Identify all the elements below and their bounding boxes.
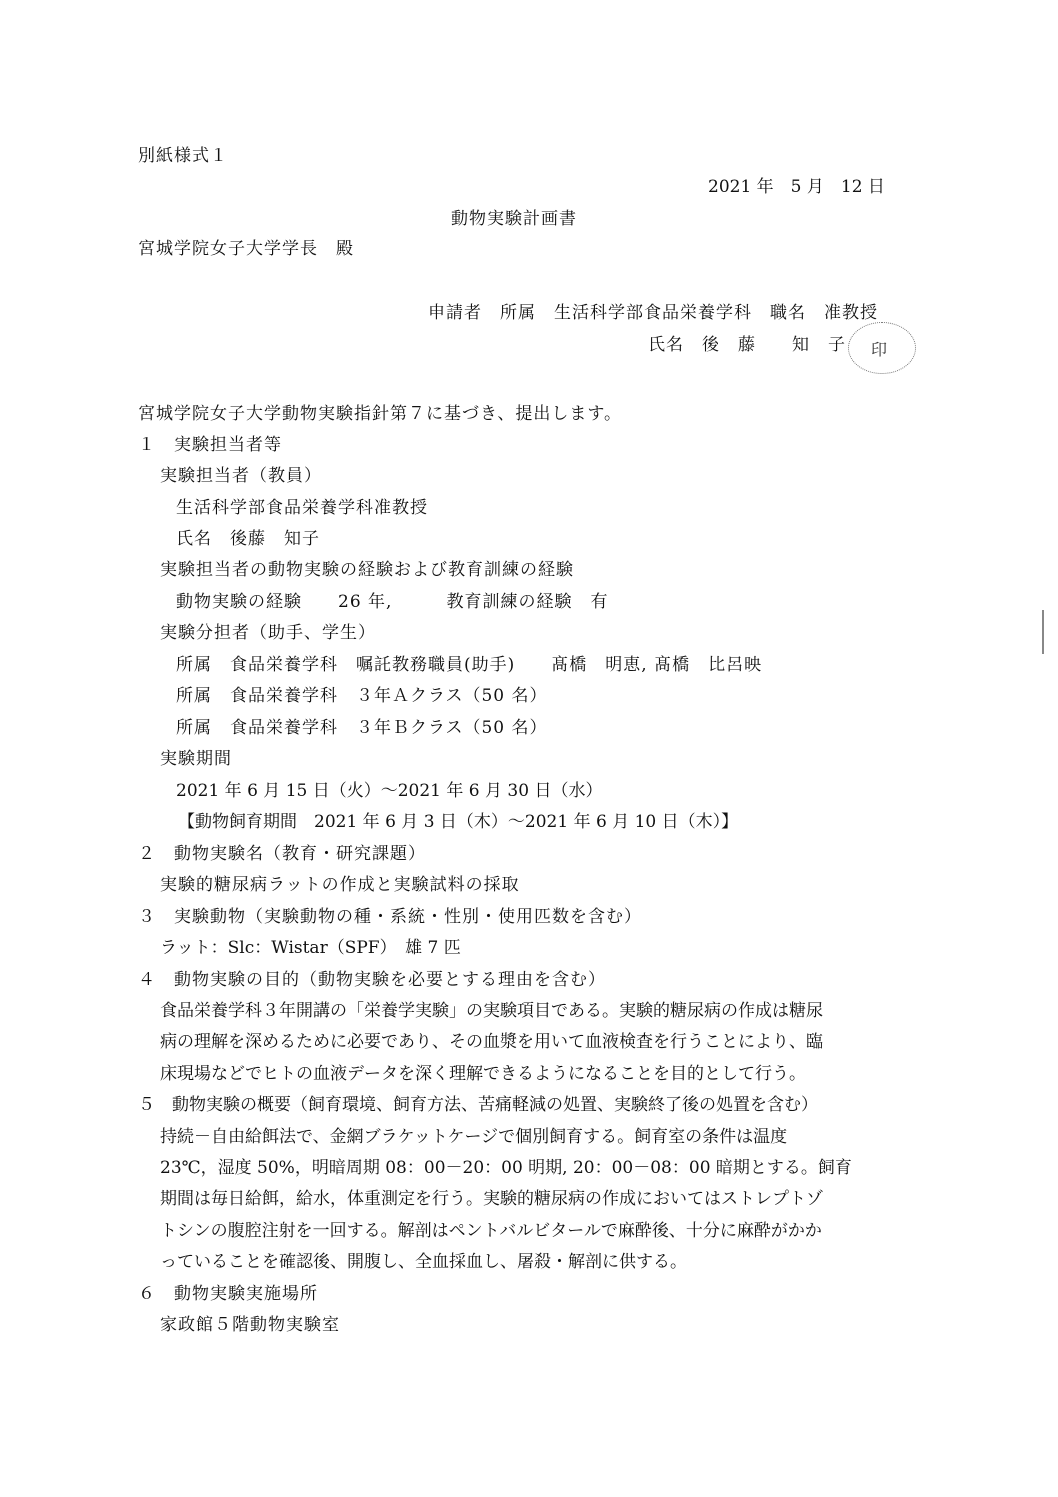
co-researcher-item: 所属 食品栄養学科 ３年Ａクラス（50 名） [176,686,548,706]
co-researcher-item: 所属 食品栄養学科 嘱託教務職員(助手) 髙橋 明恵, 髙橋 比呂映 [176,655,763,675]
co-researcher-item: 所属 食品栄養学科 ３年Ｂクラス（50 名） [176,718,548,738]
section-6-body: 家政館５階動物実験室 [160,1315,340,1335]
section-4-line: 床現場などでヒトの血液データを深く理解できるようになることを目的として行う。 [160,1064,806,1084]
section-5-line: 持続－自由給餌法で、金網ブラケットケージで個別飼育する。飼育室の条件は温度 [160,1127,788,1147]
section-2-heading: ２ 動物実験名（教育・研究課題） [138,844,426,864]
section-5-heading: ５ 動物実験の概要（飼育環境、飼育方法、苦痛軽減の処置、実験終了後の処置を含む） [138,1095,818,1115]
section-3-body: ラット：Slc：Wistar（SPF） 雄 7 匹 [160,938,461,958]
applicant-affiliation: 申請者 所属 生活科学部食品栄養学科 職名 准教授 [428,303,878,323]
experience-value: 動物実験の経験 26 年, 教育訓練の経験 有 [176,592,609,612]
lead-researcher-name: 氏名 後藤 知子 [176,529,320,549]
co-researchers-label: 実験分担者（助手、学生） [160,623,376,643]
intro-statement: 宮城学院女子大学動物実験指針第７に基づき、提出します。 [138,404,622,424]
section-5-line: トシンの腹腔注射を一回する。解剖はペントバルビタールで麻酔後、十分に麻酔がかか [160,1221,822,1241]
section-4-line: 食品栄養学科３年開講の「栄養学実験」の実験項目である。実験的糖尿病の作成は糖尿 [160,1001,823,1021]
section-5-line: 期間は毎日給餌，給水，体重測定を行う。実験的糖尿病の作成においてはストレプトゾ [160,1189,823,1209]
applicant-name: 氏名 後 藤 知 子 [648,335,846,355]
form-number: 別紙様式１ [138,146,228,166]
lead-researcher-affiliation: 生活科学部食品栄養学科准教授 [176,498,428,518]
section-5-line: っていることを確認後、開腹し、全血採血し、屠殺・解剖に供する。 [160,1252,687,1272]
section-6-heading: ６ 動物実験実施場所 [138,1284,318,1304]
section-4-heading: ４ 動物実験の目的（動物実験を必要とする理由を含む） [138,970,606,990]
period-label: 実験期間 [160,749,232,769]
scan-edge-mark [1042,610,1044,654]
section-2-body: 実験的糖尿病ラットの作成と実験試料の採取 [160,875,520,895]
section-1-heading: １ 実験担当者等 [138,435,282,455]
section-5-line: 23℃，湿度 50%，明暗周期 08：00－20：00 明期, 20：00－08：00 暗期とする。飼育 [160,1158,852,1178]
period-value: 2021 年 6 月 15 日（火）～2021 年 6 月 30 日（水） [176,781,603,801]
experience-label: 実験担当者の動物実験の経験および教育訓練の経験 [160,560,574,580]
section-3-heading: ３ 実験動物（実験動物の種・系統・性別・使用匹数を含む） [138,907,642,927]
addressee: 宮城学院女子大学学長 殿 [138,239,354,259]
breeding-period: 【動物飼育期間 2021 年 6 月 3 日（木）～2021 年 6 月 10 日（木）】 [178,812,739,832]
document-title: 動物実験計画書 [451,209,577,229]
seal-stamp [848,322,916,374]
section-4-line: 病の理解を深めるために必要であり、その血漿を用いて血液検査を行うことにより、臨 [160,1032,823,1052]
document-date: 2021 年 5 月 12 日 [708,177,885,197]
lead-researcher-label: 実験担当者（教員） [160,466,322,486]
seal-char: 印 [871,340,888,359]
